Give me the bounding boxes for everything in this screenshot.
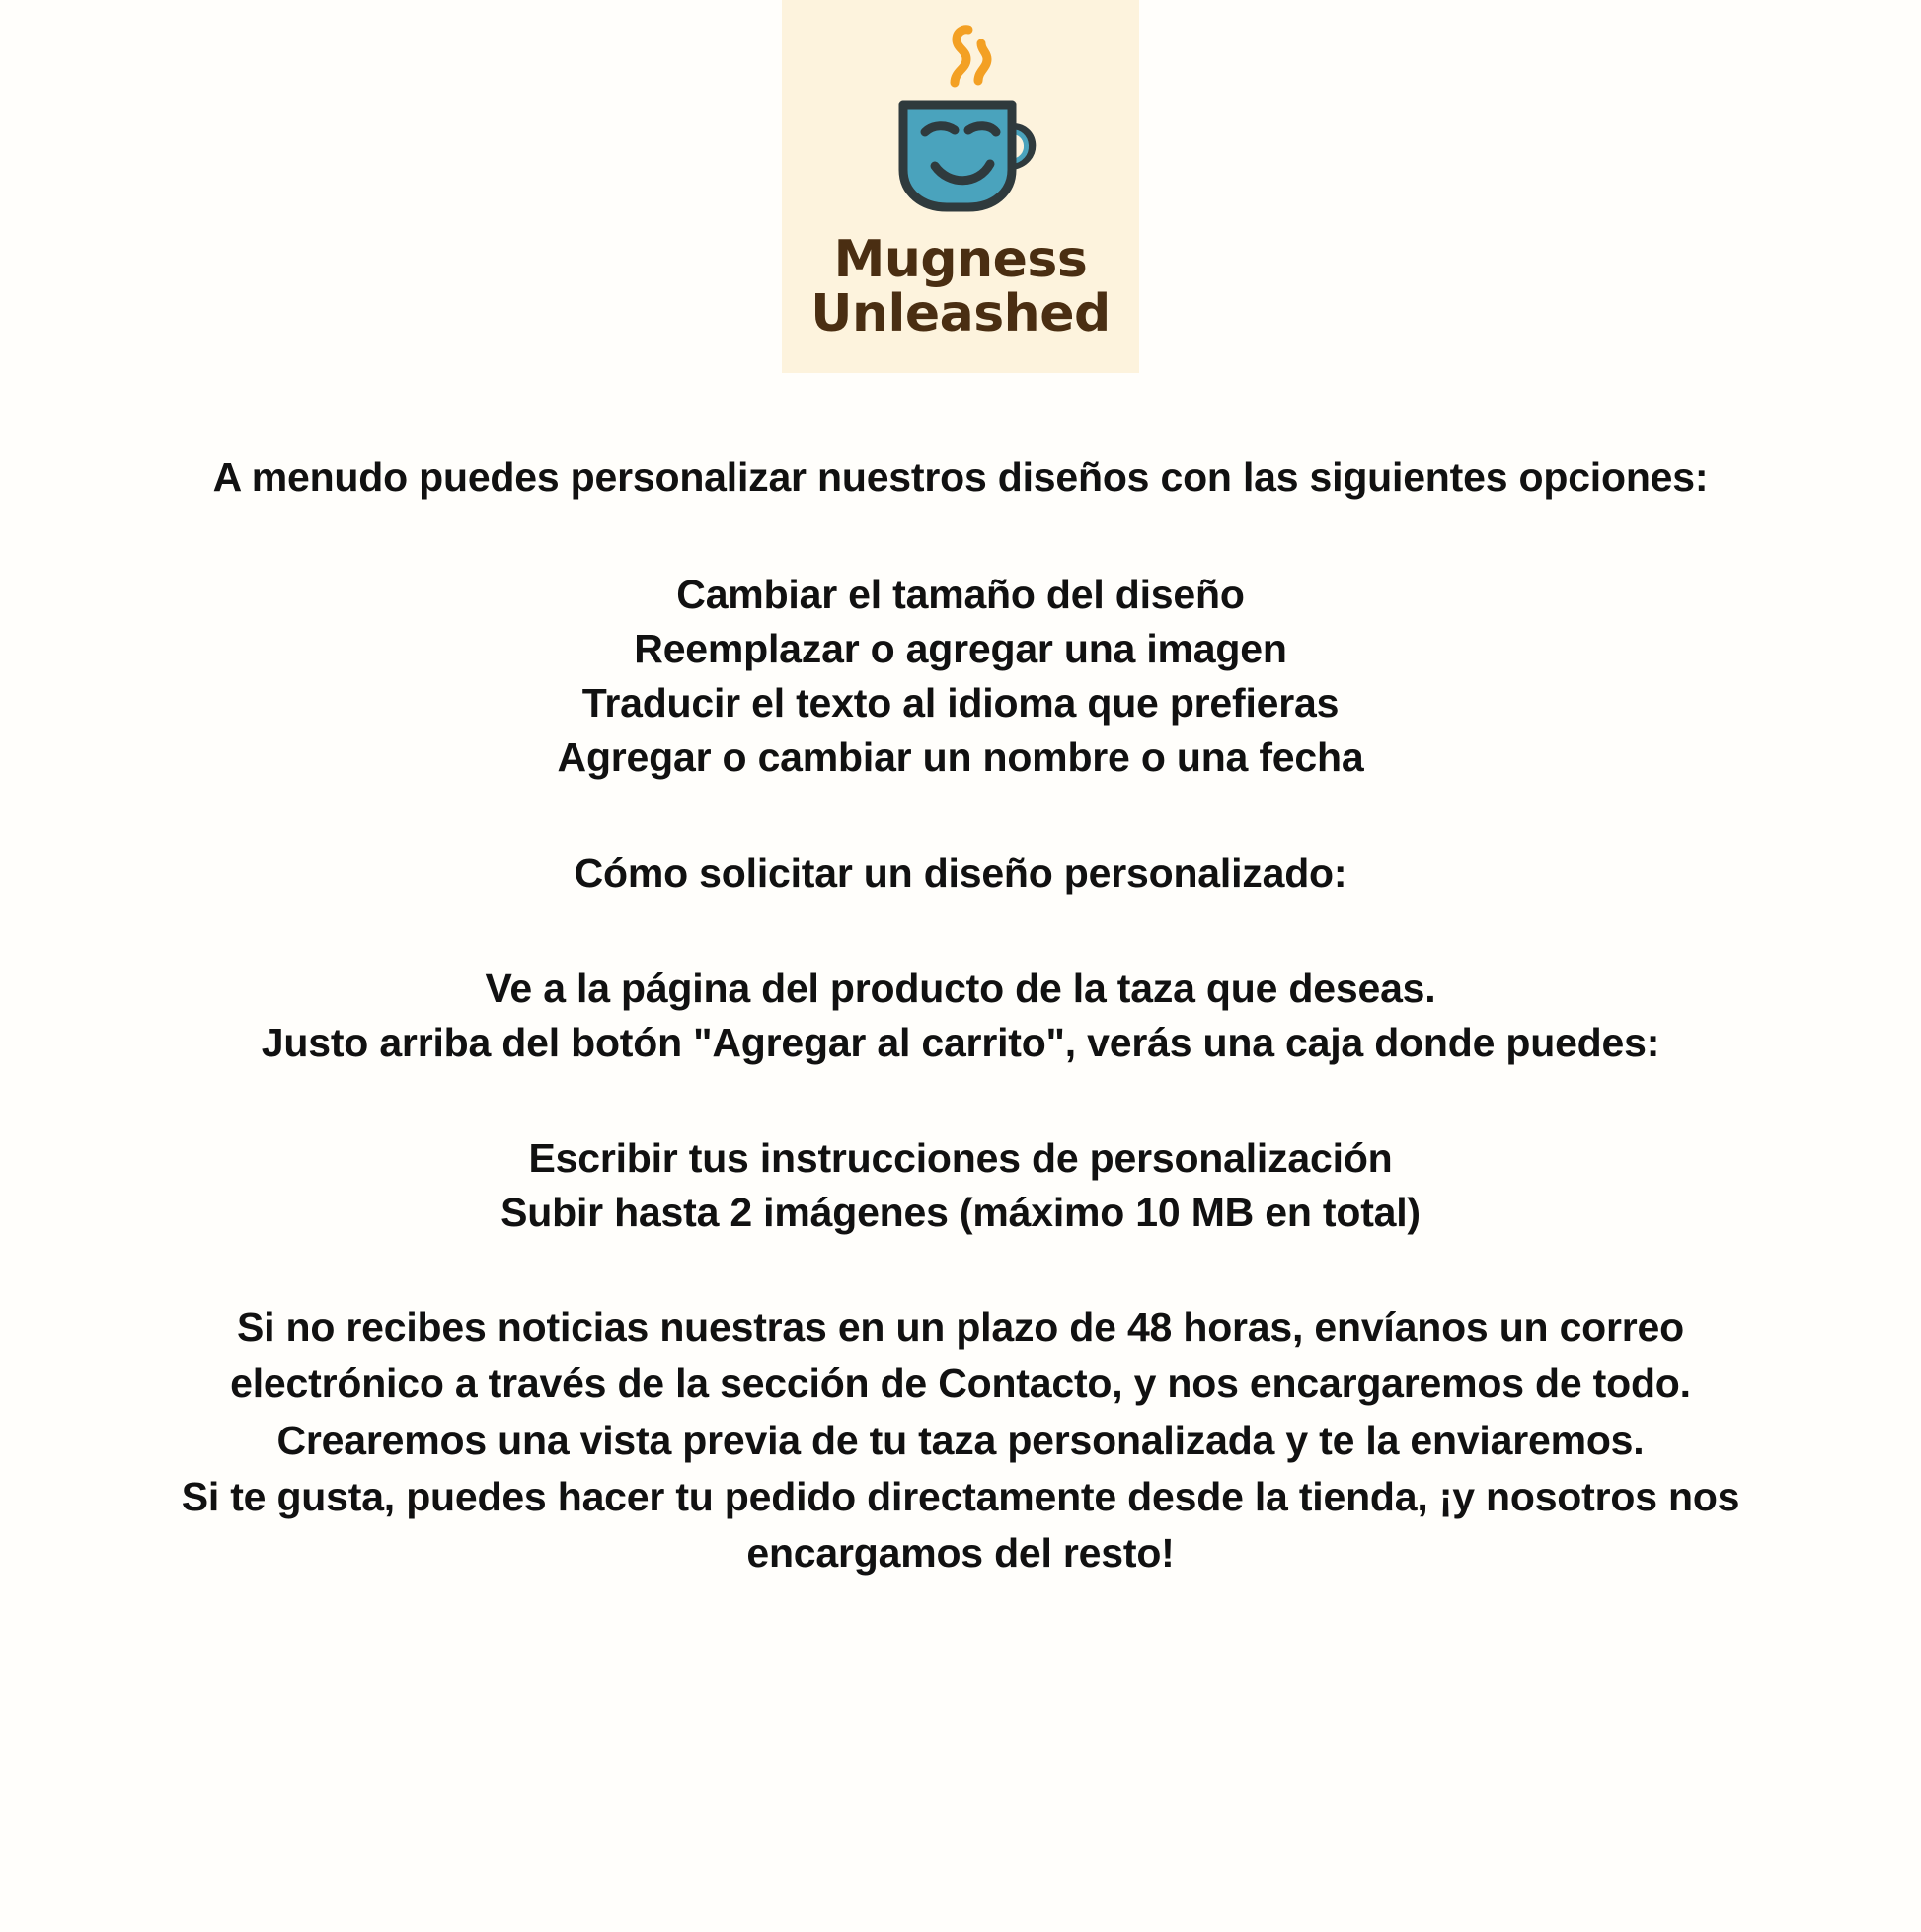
list-item: Agregar o cambiar un nombre o una fecha <box>557 734 1364 781</box>
closing-line: electrónico a través de la sección de Contacto, y nos encargaremos de todo. <box>230 1360 1691 1407</box>
coffee-mug-icon <box>852 22 1069 229</box>
brand-name-line1: Mugness <box>833 230 1088 289</box>
list-item: Subir hasta 2 imágenes (máximo 10 MB en total) <box>500 1189 1421 1235</box>
list-item: Traducir el texto al idioma que prefieras <box>581 680 1340 727</box>
lead-paragraph: A menudo puedes personalizar nuestros diseños con las siguientes opciones: <box>212 454 1709 500</box>
list-item: Justo arriba del botón "Agregar al carrito", verás una caja donde puedes: <box>261 1019 1660 1065</box>
spacer <box>109 1240 1812 1299</box>
closing-line: encargamos del resto! <box>746 1530 1175 1577</box>
customization-options-list <box>109 568 1812 785</box>
closing-line: Crearemos una vista previa de tu taza personalizada y te la enviaremos. <box>276 1417 1645 1463</box>
list-item: Ve a la página del producto de la taza que deseas. <box>485 966 1436 1012</box>
brand-name-line2: Unleashed <box>810 284 1111 345</box>
brand-logo-card <box>782 0 1139 373</box>
list-item: Cambiar el tamaño del diseño <box>676 572 1245 618</box>
list-item: Reemplazar o agregar una imagen <box>634 626 1287 672</box>
box-actions-list <box>109 1131 1812 1240</box>
spacer <box>109 1070 1812 1131</box>
list-item: Escribir tus instrucciones de personalización <box>528 1134 1393 1181</box>
document-body <box>0 373 1921 1770</box>
spacer <box>109 504 1812 568</box>
spacer <box>109 900 1812 962</box>
closing-line: Si no recibes noticias nuestras en un plazo de 48 horas, envíanos un correo <box>237 1303 1684 1350</box>
brand-wordmark <box>810 230 1111 345</box>
how-to-heading: Cómo solicitar un diseño personalizado: <box>574 850 1347 896</box>
spacer <box>109 1583 1812 1770</box>
closing-line: Si te gusta, puedes hacer tu pedido directamente desde la tienda, ¡y nosotros nos <box>181 1473 1740 1519</box>
spacer <box>109 785 1812 846</box>
closing-paragraph <box>109 1299 1812 1583</box>
how-to-steps-list <box>109 962 1812 1070</box>
